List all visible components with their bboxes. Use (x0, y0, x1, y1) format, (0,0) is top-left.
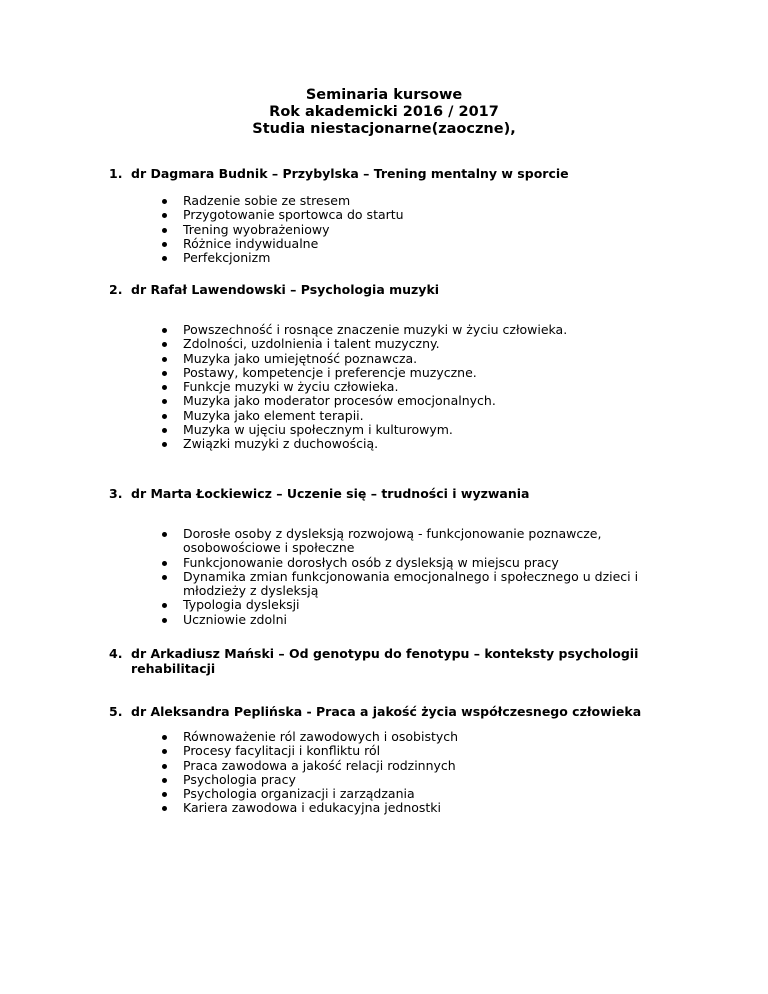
bullet-icon (162, 342, 167, 347)
document-title (0, 87, 768, 138)
title-line: Studia niestacjonarne(zaoczne), (252, 121, 516, 137)
section-number: 3. (109, 486, 123, 501)
list-item: Trening wyobrażeniowy (162, 223, 662, 237)
bullet-icon (162, 749, 167, 754)
bullet-icon (162, 199, 167, 204)
list-item: Powszechność i rosnące znaczenie muzyki w życiu człowieka. (162, 323, 662, 337)
section-2-list (162, 323, 662, 452)
list-item: Dynamika zmian funkcjonowania emocjonalnego i społecznego u dzieci i młodzieży z dysleksją (162, 570, 662, 599)
list-item: Różnice indywidualne (162, 237, 662, 251)
bullet-icon (162, 603, 167, 608)
section-title: dr Dagmara Budnik – Przybylska – Trening mentalny w sporcie (131, 166, 569, 181)
bullet-icon (162, 328, 167, 333)
list-item: Funkcje muzyki w życiu człowieka. (162, 380, 662, 394)
list-item: Radzenie sobie ze stresem (162, 194, 662, 208)
section-number: 1. (109, 166, 123, 181)
list-item: Psychologia organizacji i zarządzania (162, 787, 662, 801)
list-item: Przygotowanie sportowca do startu (162, 208, 662, 222)
list-item: Perfekcjonizm (162, 251, 662, 265)
section-1-heading (109, 166, 669, 181)
bullet-icon (162, 242, 167, 247)
list-item: Funkcjonowanie dorosłych osób z dysleksją w miejscu pracy (162, 556, 662, 570)
bullet-icon (162, 735, 167, 740)
bullet-icon (162, 228, 167, 233)
section-title: dr Arkadiusz Mański – Od genotypu do fenotypu – konteksty psychologii rehabilitacji (131, 646, 639, 676)
bullet-icon (162, 561, 167, 566)
list-item: Muzyka jako moderator procesów emocjonalnych. (162, 394, 662, 408)
section-number: 2. (109, 282, 123, 297)
section-3-list (162, 527, 662, 627)
section-number: 5. (109, 704, 123, 719)
bullet-icon (162, 792, 167, 797)
bullet-icon (162, 764, 167, 769)
section-2-heading (109, 282, 669, 297)
list-item: Związki muzyki z duchowością. (162, 437, 662, 451)
list-item: Zdolności, uzdolnienia i talent muzyczny. (162, 337, 662, 351)
bullet-icon (162, 442, 167, 447)
section-1-list (162, 194, 662, 265)
section-4-heading (109, 646, 669, 676)
list-item: Muzyka w ujęciu społecznym i kulturowym. (162, 423, 662, 437)
bullet-icon (162, 213, 167, 218)
list-item: Procesy facylitacji i konfliktu ról (162, 744, 662, 758)
bullet-icon (162, 618, 167, 623)
list-item: Uczniowie zdolni (162, 613, 662, 627)
list-item: Muzyka jako element terapii. (162, 409, 662, 423)
section-5-list (162, 730, 662, 816)
list-item: Dorosłe osoby z dysleksją rozwojową - funkcjonowanie poznawcze, osobowościowe i społeczne (162, 527, 662, 556)
list-item: Praca zawodowa a jakość relacji rodzinnych (162, 759, 662, 773)
title-line: Seminaria kursowe (305, 87, 463, 103)
bullet-icon (162, 778, 167, 783)
list-item: Psychologia pracy (162, 773, 662, 787)
title-line: Rok akademicki 2016 / 2017 (269, 104, 499, 120)
bullet-icon (162, 399, 167, 404)
list-item: Typologia dysleksji (162, 598, 662, 612)
list-item: Kariera zawodowa i edukacyjna jednostki (162, 801, 662, 815)
list-item: Postawy, kompetencje i preferencje muzyczne. (162, 366, 662, 380)
section-title: dr Marta Łockiewicz – Uczenie się – trudności i wyzwania (131, 486, 530, 501)
list-item: Równoważenie ról zawodowych i osobistych (162, 730, 662, 744)
section-5-heading (109, 704, 669, 719)
bullet-icon (162, 532, 167, 537)
bullet-icon (162, 575, 167, 580)
section-number: 4. (109, 646, 123, 661)
section-title: dr Rafał Lawendowski – Psychologia muzyki (131, 282, 440, 297)
bullet-icon (162, 357, 167, 362)
bullet-icon (162, 806, 167, 811)
section-title: dr Aleksandra Peplińska - Praca a jakość życia współczesnego człowieka (131, 704, 642, 719)
bullet-icon (162, 385, 167, 390)
bullet-icon (162, 256, 167, 261)
list-item: Muzyka jako umiejętność poznawcza. (162, 352, 662, 366)
bullet-icon (162, 371, 167, 376)
bullet-icon (162, 428, 167, 433)
section-3-heading (109, 486, 669, 501)
bullet-icon (162, 414, 167, 419)
